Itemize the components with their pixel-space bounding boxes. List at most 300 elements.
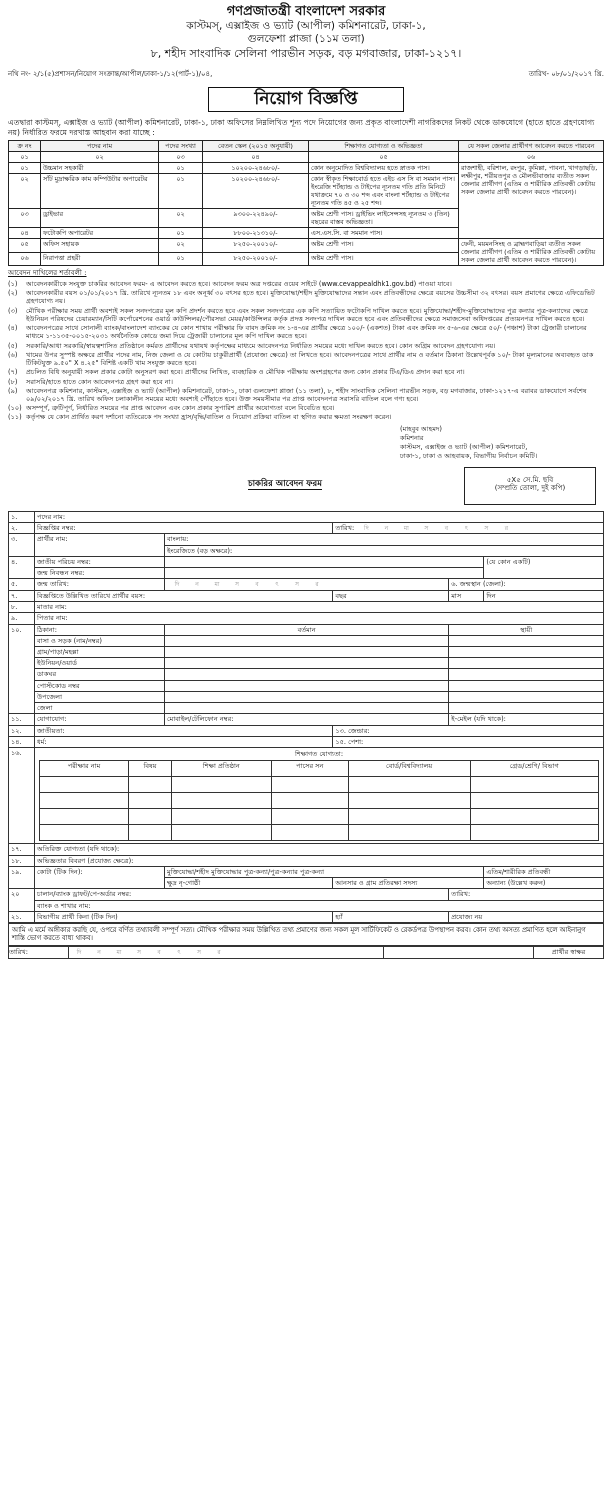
term-number: (১) — [8, 279, 18, 288]
application-form — [8, 511, 604, 923]
date-boxes — [356, 525, 516, 533]
edu-cell[interactable] — [40, 793, 129, 809]
field-label: ঠিকানা: — [35, 624, 165, 635]
age-day-field[interactable] — [484, 590, 604, 601]
edu-cell[interactable] — [470, 825, 598, 841]
row-number: ২১. — [9, 911, 35, 922]
edu-cell[interactable] — [470, 777, 598, 793]
date-box: স — [197, 949, 201, 957]
field-label: বিভাগীয় প্রার্থী কিনা (টিক দিন) — [35, 911, 333, 922]
date-box: দি — [76, 949, 82, 957]
mother-name-field[interactable] — [35, 602, 604, 613]
date-box: স — [235, 581, 239, 589]
field-label: ডাকঘর — [35, 669, 165, 680]
term-number: (৫) — [8, 341, 18, 350]
term-text: কর্তৃপক্ষ যে কোন প্রার্থিত করণ দর্শানো ব্যতিরেকে পদ সংখ্যা হ্রাস/বৃদ্ধি/বাতিল ও নিয়োগ প্রক্রিয়া বাতিল বা স্থগিত করার ক্ষমতা সংরক্ষণ করেন। — [26, 413, 392, 422]
row-number: ১. — [9, 511, 35, 522]
field-label: জন্ম তারিখ: — [35, 579, 165, 591]
education-table — [39, 760, 599, 841]
birthplace-field[interactable] — [449, 579, 604, 591]
field-label: অতিরিক্ত যোগ্যতা (যদি থাকে): — [37, 845, 120, 854]
office-address: ৮, শহীদ সাংবাদিক সেলিনা পারভীন সড়ক, বড় মগবাজার, ঢাকা-১২১৭। — [150, 46, 462, 60]
row-post: ফটোকপি অপারেটর — [41, 228, 159, 239]
permanent-address-header: স্থায়ী — [449, 624, 604, 635]
row-count: ০১ — [159, 252, 203, 266]
permanent-field[interactable] — [449, 669, 604, 680]
field-label: এতিম/শারীরিক প্রতিবন্ধী — [486, 867, 551, 876]
index-cell: ০১ — [9, 152, 41, 163]
row-qualification: অষ্টম শ্রেণী পাস। — [309, 239, 459, 253]
date-box: স — [137, 949, 141, 957]
permanent-field[interactable] — [449, 691, 604, 702]
signatory-designation: কমিশনার — [400, 433, 424, 442]
districts-b: ফেনী, ময়মনসিংহ ও ব্রাহ্মণবাড়িয়া ব্যতীত সকল জেলার প্রার্থীগণ (এতিম ও শারীরিক প্রতিবন্ধী কোটায় সকল জেলার প্রার্থী আবেদন করতে পারবেন)। — [459, 239, 604, 266]
posts-header-row — [9, 141, 604, 152]
form-row — [9, 579, 604, 591]
row-scale: ৮২৫০-২০০১০/- — [203, 239, 309, 253]
file-number: নথি নং- ২/১(৫)প্রশাসন/নিয়োগ সংক্রান্ত/আপীল/ঢাকা-১/১২(পার্ট-১)/০৪, — [8, 70, 213, 79]
term-text: মৌখিক পরীক্ষার সময় প্রার্থী অবশ্যই সকল সনদপত্রের মূল কপি প্রদর্শন করতে হবে এবং সকল সনদপত্রের এক কপি সত্যায়িত ফটোকপি দাখিল করতে হবে। মুক্তিযোদ্ধা/শহীদ-মুক্তিযোদ্ধাদের পুত্র কন্যার পুত্র-কন্যাদের ক্ষেত্রে ইউনিয়ন পরিষদের চেয়ারম্যান/সিটি কর্পোরেশনের ওয়ার্ড কাউন্সিলর/পৌরসভা মেয়র/কাউন্সিলর কর্তৃক প্রদত্ত সনদপত্র দাখিল করতে হবে এবং প্রতিবন্ধীদের ক্ষেত্রে সমাজসেবা অধিদপ্তরের প্রত্যয়নপত্র দাখিল করতে হবে। — [26, 306, 589, 323]
row-number: ৯. — [9, 613, 35, 624]
signature-field[interactable] — [384, 946, 534, 958]
edu-cell[interactable] — [40, 777, 129, 793]
field-label: তারিখ: — [9, 946, 69, 958]
challan-number-field[interactable] — [35, 889, 449, 900]
date-box: মা — [116, 949, 122, 957]
edu-cell[interactable] — [40, 809, 129, 825]
edu-cell[interactable] — [129, 777, 172, 793]
field-label: কোটা (টিক দিন): — [35, 866, 165, 888]
row-scale: ৯৩০০-২২৪৯০/- — [203, 209, 309, 228]
notice-title: নিয়োগ বিজ্ঞপ্তি — [208, 87, 404, 112]
term-number: (২) — [8, 289, 18, 298]
form-row — [9, 522, 604, 534]
religion-field[interactable] — [35, 736, 333, 747]
notice-intro: এতদ্বারা কাস্টমস্‌, এক্সাইজ ও ভ্যাট (আপীল) কমিশনারেট, ঢাকা-১, ঢাকা অফিসের নিম্নলিখিত শূন্য পদে নিয়োগের জন্য প্রকৃত বাংলাদেশী নাগরিকদের নিকট থেকে ডাকযোগে (হাতে হাতে গ্রহণযোগ্য নয়) নির্ধারিত ফরমে দরখাস্ত আহবান করা যাচ্ছে : — [8, 118, 595, 137]
signatory-office: কাস্টমস, এক্সাইজ ও ভ্যাট (আপীল) কমিশনারেট, — [400, 443, 528, 452]
present-field[interactable] — [165, 647, 449, 658]
edu-col-exam: পরীক্ষার নাম — [40, 761, 129, 777]
term-number: (৮) — [8, 377, 18, 386]
row-count: ০১ — [159, 174, 203, 209]
field-label: ৬. জন্মস্থান (জেলা): — [451, 580, 506, 589]
age-month-field[interactable] — [449, 590, 484, 601]
districts-a: রাজশাহী, বরিশাল, রংপুর, কুমিল্লা, পাবনা, খাগড়াছড়ি, লক্ষীপুর, শরীয়তপুর ও মৌলভীবাজার ব্যতীত সকল জেলার প্রার্থীগণ (এতিম ও শারীরিক প্রতিবন্ধী কোটায় সকল জেলার প্রার্থী আবেদন করতে পারবেন)। — [459, 163, 604, 239]
edu-cell[interactable] — [271, 825, 348, 841]
edu-cell[interactable] — [470, 809, 598, 825]
list-item — [8, 378, 604, 386]
list-item — [8, 342, 604, 350]
term-number: (৯) — [8, 386, 18, 395]
date-box: স — [295, 581, 299, 589]
index-cell: ০৬ — [459, 152, 604, 163]
form-row — [9, 855, 604, 866]
row-scale: ১০২০০-২৪৬৮০/- — [203, 163, 309, 174]
field-label: ধর্ম: — [37, 737, 47, 746]
date-box: র — [504, 524, 509, 532]
row-qualification: এস.এস.সি. বা সমমান পাস। — [309, 228, 459, 239]
field-label: মাতার নাম: — [37, 603, 67, 612]
row-number: ১৪. — [9, 736, 35, 747]
field-label: দিন — [486, 591, 496, 600]
edu-col-year: পাসের সন — [271, 761, 348, 777]
form-row — [9, 714, 604, 725]
term-number: (৪) — [8, 324, 18, 333]
row-scale: ৮২৫০-২০০১০/- — [203, 252, 309, 266]
form-row — [9, 511, 604, 522]
edu-col-grade: গ্রেড/শ্রেণি/ বিভাগ — [470, 761, 598, 777]
date-box: ব — [444, 524, 449, 532]
col-districts: যে সকল জেলার প্রার্থীগণ আবেদন করতে পারবেন — [459, 141, 604, 152]
term-number: (১১) — [8, 413, 22, 422]
field-label: বাসা ও সড়ক (নাম/নম্বর) — [35, 635, 165, 646]
departmental-na-checkbox[interactable] — [449, 911, 604, 922]
field-label: বাংলায়: — [167, 535, 189, 544]
table-row — [9, 163, 604, 174]
field-label: অন্যান্য (উল্লেখ করুন) — [486, 879, 546, 888]
nid-field[interactable] — [165, 556, 484, 567]
field-label: প্রযোজ্য নয় — [451, 912, 483, 921]
birth-date-field[interactable] — [165, 579, 449, 591]
edu-cell[interactable] — [348, 793, 470, 809]
row-count: ০১ — [159, 163, 203, 174]
term-number: (৩) — [8, 306, 18, 315]
row-number: ১১. — [9, 714, 35, 725]
date-boxes — [167, 581, 327, 589]
permanent-field[interactable] — [449, 680, 604, 691]
field-label: অভিজ্ঞতার বিবরণ (প্রযোজ্য ক্ষেত্রে): — [37, 856, 134, 865]
address-row — [9, 703, 604, 714]
list-item — [8, 404, 604, 412]
field-label: গ্রাম/পাড়া/মহল্লা — [35, 647, 165, 658]
posts-index-row — [9, 152, 604, 163]
term-text: অসম্পূর্ণ, ত্রুটিপূর্ণ, নির্ধারিত সময়ের পর প্রাপ্ত আবেদন এবং কোন প্রকার সুপারিশ প্রার্থীর অযোগ্যতা বলে বিবেচিত হবে। — [26, 404, 335, 413]
date-box: ব — [157, 949, 161, 957]
date-box: ৎ — [177, 949, 181, 957]
form-row — [9, 889, 604, 900]
list-item — [8, 280, 604, 288]
form-row — [9, 866, 604, 877]
term-number: (১০) — [8, 404, 22, 413]
field-label: প্রার্থীর স্বাক্ষর — [534, 946, 604, 958]
field-label: আনসার ও গ্রাম প্রতিরক্ষা সদস্য — [335, 879, 418, 888]
row-count: ০২ — [159, 239, 203, 253]
reference-line — [8, 70, 604, 79]
date-box: ন — [97, 949, 101, 957]
date-box: ব — [255, 581, 259, 589]
row-scale: ৮৮০০-২১৩১০/- — [203, 228, 309, 239]
row-number: ১৯. — [9, 866, 35, 888]
present-field[interactable] — [165, 691, 449, 702]
row-qualification: অষ্টম শ্রেণী পাস। — [309, 252, 459, 266]
extra-qualification-field[interactable] — [35, 844, 604, 855]
field-label: মাস — [451, 591, 462, 600]
edu-cell[interactable] — [171, 793, 271, 809]
edu-header-row — [40, 761, 599, 777]
term-text: প্রচলিত বিধি অনুযায়ী সকল প্রকার কোটা অনুসরণ করা হবে। প্রার্থীদের লিখিত, ব্যবহারিক ও মৌখিক পরীক্ষায় অংশগ্রহণের জন্য কোন প্রকার টিএ/ডিএ প্রদান করা হবে না। — [26, 368, 465, 377]
permanent-field[interactable] — [449, 703, 604, 714]
field-label: ১৩. — [335, 726, 346, 735]
letterhead — [8, 4, 604, 60]
field-label: জেন্ডার: — [348, 726, 370, 735]
col-scale: বেতন স্কেল (২০১৫ অনুযায়ী) — [203, 141, 309, 152]
table-row — [9, 239, 604, 253]
term-text: আবেদনকারীর বয়স ০১/০১/২০১৭ খ্রি. তারিখে ন্যূনতম ১৮ এবং অনূর্ধ্ব ৩০ বৎসর হতে হবে। মুক্তিযোদ্ধা/শহীদ মুক্তিযোদ্ধাদের সন্তান এবং প্রতিবন্ধীদের ক্ষেত্রে বয়সের উচ্চসীমা ৩২ বৎসর। বয়স প্রমাণের ক্ষেত্রে এফিডেভিট গ্রহণযোগ্য নয়। — [26, 289, 595, 306]
departmental-yes-checkbox[interactable] — [333, 911, 449, 922]
birth-reg-field[interactable] — [165, 568, 484, 579]
row-post: উচ্চমান সহকারী — [41, 163, 159, 174]
education-title: শিক্ষাগত যোগ্যতা: — [294, 750, 344, 759]
row-number: ১০. — [9, 624, 35, 714]
field-label: ইউনিয়ন/ওয়ার্ড — [35, 658, 165, 669]
name-bangla-field[interactable] — [165, 534, 604, 545]
form-title: চাকরির আবেদন ফরম — [248, 478, 322, 489]
row-post: ড্রাইভার — [41, 209, 159, 228]
edu-col-board: বোর্ড/বিশ্ববিদ্যালয় — [348, 761, 470, 777]
row-serial: ০৫ — [9, 239, 41, 253]
email-field[interactable] — [449, 714, 604, 725]
field-label: উপজেলা — [35, 691, 165, 702]
field-label: ১৫. — [335, 737, 346, 746]
row-number: ১৭. — [9, 844, 35, 855]
father-name-field[interactable] — [35, 613, 604, 624]
row-number: ২০ — [9, 889, 35, 911]
row-count: ০২ — [159, 209, 203, 228]
term-text: আবেদনপত্রের সাথে সোনালী ব্যাংক/বাংলাদেশ ব্যাংকের যে কোন শাখায় পরীক্ষার ফি বাবদ ক্রমিক নং ১-৪-এর প্রার্থীর ক্ষেত্রে ১০০/- (একশত) টাকা এবং ক্রমিক নং ৫-৬-এর ক্ষেত্রে ৫০/- (পঞ্চাশ) টাকা ট্রেজারী চালানের মাধ্যমে ১-১১৩৫-০০১৫-২০৩১ অর্থনৈতিক কোডে জমা দিয়ে ট্রেজারী চালানের মূল কপি দাখিল করতে হবে। — [26, 324, 587, 341]
form-row — [9, 590, 604, 601]
index-cell: ০৩ — [159, 152, 203, 163]
field-label: বছর — [335, 591, 347, 600]
age-year-field[interactable] — [333, 590, 449, 601]
row-qualification: কোন স্বীকৃত শিক্ষাবোর্ড হতে এইচ এস সি বা সমমান পাস। ইংরেজি শর্টহ্যান্ড ও টাইপের ন্যূনতম গতি প্রতি মিনিটে যথাক্রমে ৭০ ও ৩০ শব্দ এবং বাংলা শর্টহ্যান্ড ও টাইপের ন্যূনতম গতি ৪৫ ও ২৫ শব্দ। — [309, 174, 459, 209]
date-box: র — [217, 949, 221, 957]
row-number: ২. — [9, 522, 35, 534]
signatory-role: ঢাকা-১, ঢাকা ও আহবায়ক, বিভাগীয় নির্বাচন কমিটি। — [400, 452, 538, 461]
list-item — [8, 387, 604, 403]
row-number: ১৬. — [9, 748, 35, 844]
edu-cell[interactable] — [271, 777, 348, 793]
form-row — [9, 946, 604, 958]
permanent-field[interactable] — [449, 658, 604, 669]
address-row — [9, 669, 604, 680]
edu-cell[interactable] — [348, 777, 470, 793]
signatory-name: (মাহবুব আহমদ) — [400, 424, 442, 433]
quota-ansar-checkbox[interactable] — [333, 878, 484, 889]
index-cell: ০২ — [41, 152, 159, 163]
challan-date-field[interactable] — [449, 889, 604, 900]
row-number: ৭. — [9, 590, 35, 601]
edu-cell[interactable] — [470, 793, 598, 809]
experience-field[interactable] — [35, 855, 604, 866]
date-box: মা — [214, 581, 220, 589]
row-number: ৩. — [9, 534, 35, 556]
form-row — [9, 900, 604, 911]
field-label: জাতীয় পরিচয় নম্বর: — [35, 556, 165, 567]
quota-orphan-checkbox[interactable] — [484, 866, 604, 877]
permanent-field[interactable] — [449, 647, 604, 658]
declaration: আমি এ মর্মে অঙ্গীকার করছি যে, ওপরে বর্ণিত তথ্যাবলী সম্পূর্ণ সত্য। মৌখিক পরীক্ষার সময় উল্লিখিত তথ্য প্রমাণের জন্য সকল মূল সার্টিফিকেট ও রেকর্ডপত্র উপস্থাপন করব। কোন তথ্য অসত্য প্রমাণিত হলে আইনানুগ শাস্তি ভোগ করতে বাধ্য থাকব। — [8, 923, 604, 946]
field-label: ব্যাংক ও শাখার নাম: — [37, 901, 91, 910]
table-row — [40, 809, 599, 825]
date-boxes — [69, 949, 229, 957]
field-label: জন্ম নিবন্ধন নম্বর: — [35, 568, 165, 579]
name-english-field[interactable] — [165, 545, 604, 556]
table-row — [40, 793, 599, 809]
edu-cell[interactable] — [171, 777, 271, 793]
edu-cell[interactable] — [40, 825, 129, 841]
form-row — [9, 725, 604, 736]
row-scale: ১০২০০-২৪৬৮০/- — [203, 174, 309, 209]
row-qualification: কোন অনুমোদিত বিশ্ববিদ্যালয় হতে স্নাতক পাস। — [309, 163, 459, 174]
notice-date: তারিখ- ০৮/০১/২০১৭ খ্রি. — [528, 70, 604, 79]
form-row — [9, 911, 604, 922]
posts-table — [8, 140, 604, 266]
nationality-field[interactable] — [35, 725, 333, 736]
edu-cell[interactable] — [129, 793, 172, 809]
present-address-header: বর্তমান — [165, 624, 449, 635]
list-item — [8, 413, 604, 421]
circular-date-field[interactable] — [333, 522, 604, 534]
edu-cell[interactable] — [129, 825, 172, 841]
col-post: পদের নাম — [41, 141, 159, 152]
field-label: প্রার্থীর নাম: — [35, 534, 165, 556]
list-item — [8, 289, 604, 305]
address-row — [9, 658, 604, 669]
field-label: পিতার নাম: — [37, 614, 68, 623]
date-box: দি — [174, 581, 180, 589]
field-label: তারিখ: — [335, 523, 355, 532]
date-box: দি — [363, 524, 369, 532]
quota-freedom-fighter-checkbox[interactable] — [165, 866, 484, 877]
edu-cell[interactable] — [348, 825, 470, 841]
photo-size: ৫X৫ সে.মি. ছবি — [506, 475, 554, 484]
quota-other-checkbox[interactable] — [484, 878, 604, 889]
term-text: আবেদনকারীকে সংযুক্ত চাকরির আবেদন ফরম- এ আবেদন করতে হবে। আবেদন ফরম অত্র দপ্তরের ওয়েব সাইটে (www.cevappealdhk1.gov.bd) পাওয়া যাবে। — [26, 279, 452, 288]
field-label: বিজ্ঞপ্তিতে উল্লিখিত তারিখে প্রার্থীর বয়স: — [35, 590, 333, 601]
term-text: খামের উপর সুস্পষ্ট অক্ষরে প্রার্থীর পদের নাম, নিজ জেলা ও যে কোটায় চাকুরীপ্রার্থী (প্রযোজ্য ক্ষেত্রে) তা লিখতে হবে। আবেদনপত্রের সাথে প্রার্থীর নাম ও বর্তমান ঠিকানা উল্লেখপূর্বক ১০/- টাকা মূল্যমানের অব্যবহৃত ডাক টিকিটযুক্ত ৯.৫০" X ৪.২৫" বিশিষ্ট একটি খাম সংযুক্ত করতে হবে। — [26, 350, 594, 368]
term-number: (৭) — [8, 368, 18, 377]
row-serial: ০২ — [9, 174, 41, 209]
field-label: মুক্তিযোদ্ধা/শহীদ মুক্তিযোদ্ধার পুত্র-কন্যা/পুত্র-কন্যার পুত্র-কন্যা — [167, 867, 325, 876]
row-count: ০১ — [159, 228, 203, 239]
field-label: পদের নাম: — [37, 512, 66, 521]
present-field[interactable] — [165, 680, 449, 691]
bank-branch-field[interactable] — [35, 900, 604, 911]
date-box: ৎ — [275, 581, 279, 589]
post-name-field[interactable] — [35, 511, 604, 522]
row-post: সাঁট মুদ্রাক্ষরিক কাম কম্পিউটার অপারেটর — [41, 174, 159, 209]
field-label: ক্ষুদ্র নৃ-গোষ্ঠী — [167, 879, 201, 888]
edu-col-institution: শিক্ষা প্রতিষ্ঠান — [171, 761, 271, 777]
signature-block — [400, 425, 604, 461]
table-row — [40, 825, 599, 841]
edu-cell[interactable] — [271, 809, 348, 825]
list-item — [8, 351, 604, 367]
date-box: ন — [195, 581, 199, 589]
date-box: ৎ — [464, 524, 468, 532]
form-row — [9, 613, 604, 624]
field-label: মোবাইল/টেলিফোন নম্বর: — [167, 715, 234, 724]
address-row — [9, 691, 604, 702]
field-label: জাতীয়তা: — [37, 726, 65, 735]
field-label: পোস্টকোড নম্বর — [35, 680, 165, 691]
col-serial: ক্র নং — [9, 141, 41, 152]
list-item — [8, 368, 604, 376]
present-field[interactable] — [165, 658, 449, 669]
row-serial: ০৪ — [9, 228, 41, 239]
field-label: পেশা: — [348, 737, 364, 746]
col-qualification: শিক্ষাগত যোগ্যতা ও অভিজ্ঞতা — [309, 141, 459, 152]
edu-col-subject: বিষয় — [129, 761, 172, 777]
row-post: নিরাপত্তা প্রহরী — [41, 252, 159, 266]
row-number: ৮. — [9, 602, 35, 613]
date-box: স — [484, 524, 489, 532]
date-box: মা — [403, 524, 409, 532]
field-label: যোগাযোগ: — [35, 714, 165, 725]
edu-cell[interactable] — [348, 809, 470, 825]
form-row — [9, 534, 604, 545]
term-number: (৬) — [8, 350, 18, 359]
row-serial: ০১ — [9, 163, 41, 174]
index-cell: ০৪ — [203, 152, 309, 163]
address-row — [9, 647, 604, 658]
present-field[interactable] — [165, 703, 449, 714]
office-name: কাস্টমস্‌, এক্সাইজ ও ভ্যাট (আপীল) কমিশনারেট, ঢাকা-১, — [186, 20, 426, 33]
row-post: অফিস সহায়ক — [41, 239, 159, 253]
row-serial: ০৩ — [9, 209, 41, 228]
photo-box — [464, 467, 596, 505]
list-item — [8, 307, 604, 323]
field-label: চালান/ব্যাংক ড্রাফট/পে-অর্ডার নম্বর: — [37, 890, 132, 899]
office-building: গুলফেশা প্লাজা (১১ম তলা) — [247, 33, 365, 46]
form-row — [9, 556, 604, 567]
present-field[interactable] — [165, 669, 449, 680]
form-row — [9, 748, 604, 844]
field-label: তারিখ: — [451, 890, 471, 899]
date-box: ন — [384, 524, 389, 532]
form-row — [9, 624, 604, 635]
gender-field[interactable] — [333, 725, 604, 736]
field-label: হ্যাঁ — [335, 912, 343, 921]
terms-title: আবেদন দাখিলের শর্তাবলী : — [8, 269, 87, 278]
row-serial: ০৬ — [9, 252, 41, 266]
date-box: স — [424, 524, 429, 532]
term-text: সরাসরি/হাতে হাতে কোন আবেদনপত্র গ্রহণ করা হবে না। — [26, 377, 174, 386]
mobile-field[interactable] — [165, 714, 449, 725]
form-row — [9, 602, 604, 613]
edu-cell[interactable] — [129, 809, 172, 825]
permanent-field[interactable] — [449, 635, 604, 646]
sign-date-field[interactable] — [69, 946, 384, 958]
terms-list — [8, 280, 604, 422]
edu-cell[interactable] — [171, 809, 271, 825]
form-row — [9, 844, 604, 855]
present-field[interactable] — [165, 635, 449, 646]
row-number: ৫. — [9, 579, 35, 591]
circular-number-field[interactable] — [35, 522, 333, 534]
quota-ethnic-checkbox[interactable] — [165, 878, 333, 889]
edu-cell[interactable] — [171, 825, 271, 841]
table-row — [40, 777, 599, 793]
term-text: সরকারি/আধা সরকারি/স্বায়ত্বশাসিত প্রতিষ্ঠানে কর্মরত প্রার্থীদের যথাযথ কর্তৃপক্ষের মাধ্যমে আবেদনপত্র নির্ধারিত সময়ের মধ্যে দাখিল করতে হবে। কোন অগ্রিম আবেদন গ্রহণযোগ্য নয়। — [26, 341, 496, 350]
col-count: পদের সংখ্যা — [159, 141, 203, 152]
field-label: জেলা — [35, 703, 165, 714]
profession-field[interactable] — [333, 736, 604, 747]
date-box: র — [315, 581, 319, 589]
edu-cell[interactable] — [271, 793, 348, 809]
row-number: ৪. — [9, 556, 35, 578]
row-number: ১৮. — [9, 855, 35, 866]
